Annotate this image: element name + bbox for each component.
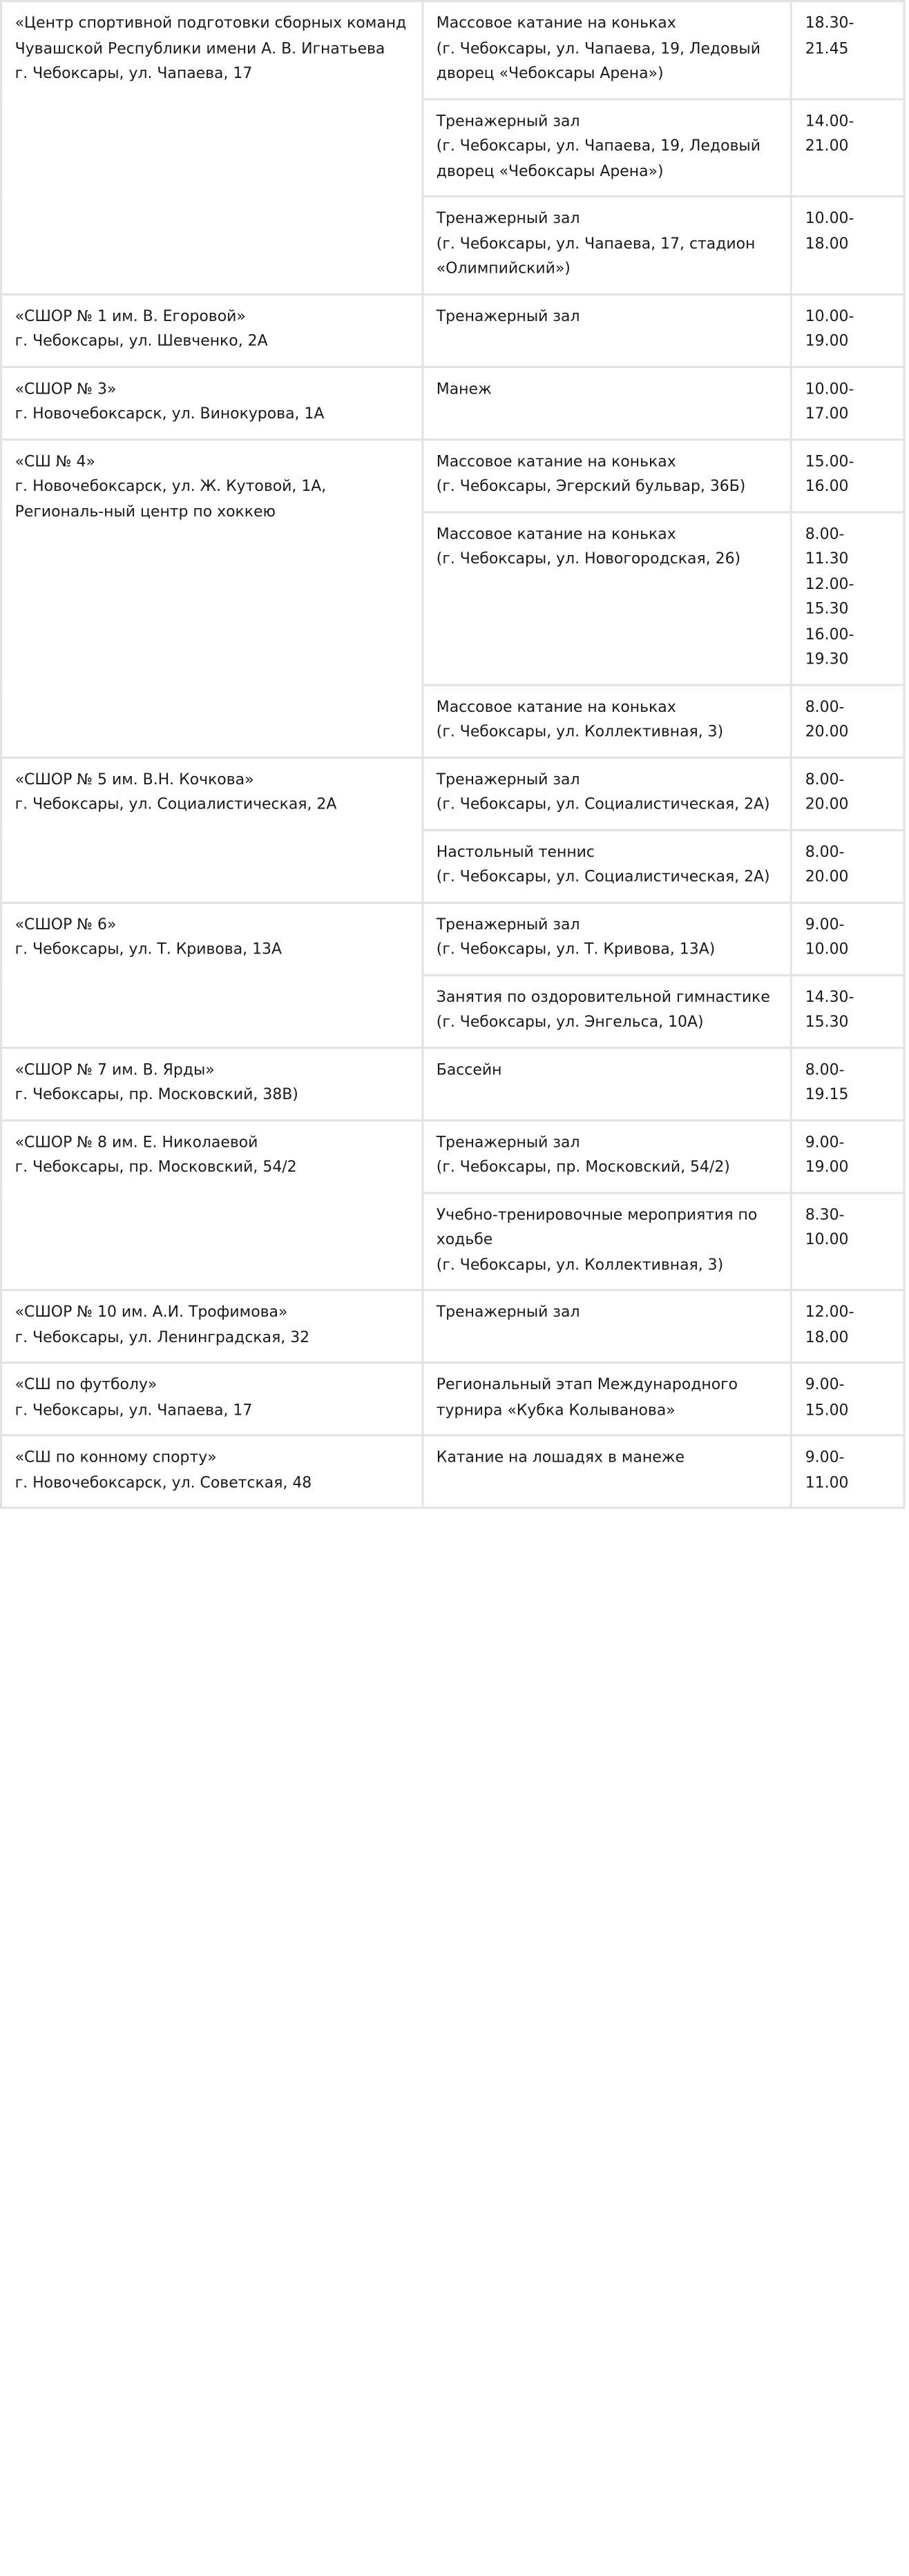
- time-cell: [792, 757, 904, 830]
- organization-cell: [1, 439, 423, 757]
- activity-location: (г. Чебоксары, пр. Московский, 54/2): [436, 1159, 730, 1176]
- activity-cell: [423, 1047, 792, 1120]
- time-value: 17.00: [805, 405, 849, 423]
- time-cell: [792, 975, 904, 1047]
- time-value: 10.00-: [805, 210, 854, 228]
- organization-address: г. Чебоксары, пр. Московский, 38В): [15, 1086, 298, 1104]
- time-cell: [792, 902, 904, 975]
- time-value: 8.00-: [805, 771, 845, 788]
- time-value: 15.00: [805, 1402, 849, 1419]
- activity-cell: [423, 1192, 792, 1290]
- table-row: [1, 1047, 904, 1120]
- time-value: 12.00-: [805, 1304, 854, 1321]
- table-row: [1, 294, 904, 367]
- organization-name: «СШОР № 10 им. А.И. Трофимова»: [15, 1304, 288, 1321]
- table-row: [1, 1290, 904, 1363]
- activity-name: Тренажерный зал: [436, 113, 580, 130]
- activity-cell: [423, 367, 792, 439]
- organization-address: г. Новочебоксарск, ул. Советская, 48: [15, 1474, 312, 1491]
- activity-name: Тренажерный зал: [436, 210, 580, 228]
- activity-cell: [423, 99, 792, 196]
- activity-name: Массовое катание на коньках: [436, 14, 676, 32]
- time-value: 19.00: [805, 333, 849, 350]
- activity-name: Бассейн: [436, 1061, 502, 1078]
- time-cell: [792, 1, 904, 99]
- activity-cell: [423, 1120, 792, 1192]
- activity-name: Массовое катание на коньках: [436, 698, 676, 716]
- activity-name: Тренажерный зал: [436, 916, 580, 933]
- activity-cell: [423, 512, 792, 684]
- organization-address: г. Чебоксары, ул. Чапаева, 17: [15, 1402, 253, 1419]
- time-value: 19.30: [805, 650, 849, 668]
- activity-name: Тренажерный зал: [436, 1304, 580, 1321]
- time-value: 21.00: [805, 137, 849, 155]
- organization-name: «СШОР № 6»: [15, 916, 117, 933]
- time-cell: [792, 1435, 904, 1508]
- time-value: 18.00: [805, 235, 849, 253]
- activity-name: Учебно-тренировочные мероприятия по ходьбе: [436, 1206, 763, 1249]
- time-cell: [792, 196, 904, 293]
- time-cell: [792, 367, 904, 439]
- activity-cell: [423, 439, 792, 512]
- table-row: [1, 757, 904, 830]
- time-value: 11.30: [805, 550, 849, 568]
- organization-name: «СШОР № 8 им. Е. Николаевой: [15, 1134, 258, 1151]
- organization-address: г. Чебоксары, ул. Шевченко, 2А: [15, 333, 268, 350]
- time-value: 8.30-: [805, 1206, 845, 1223]
- time-value: 16.00-: [805, 626, 854, 643]
- activity-location: (г. Чебоксары, ул. Чапаева, 19, Ледовый дворец «Чебоксары Арена»): [436, 39, 765, 83]
- time-value: 11.00: [805, 1474, 849, 1491]
- organization-cell: [1, 1047, 423, 1120]
- table-row: [1, 1120, 904, 1192]
- time-value: 15.30: [805, 1014, 849, 1031]
- activity-location: (г. Чебоксары, ул. Социалистическая, 2А): [436, 795, 770, 813]
- time-value: 8.00-: [805, 525, 845, 543]
- organization-cell: [1, 1, 423, 294]
- organization-address: г. Новочебоксарск, ул. Ж. Кутовой, 1А, Региональ-ный центр по хоккею: [15, 478, 332, 521]
- organization-name: «СШОР № 3»: [15, 380, 117, 398]
- organization-address: г. Чебоксары, ул. Чапаева, 17: [15, 65, 253, 83]
- activity-location: (г. Чебоксары, ул. Энгельса, 10А): [436, 1014, 704, 1031]
- time-value: 19.00: [805, 1159, 849, 1176]
- activity-name: Тренажерный зал: [436, 771, 580, 788]
- table-row: [1, 1363, 904, 1435]
- activity-name: Массовое катание на коньках: [436, 525, 676, 543]
- table-row: [1, 902, 904, 975]
- activity-location: (г. Чебоксары, ул. Чапаева, 17, стадион «Олимпийский»): [436, 235, 760, 278]
- time-value: 14.00-: [805, 113, 854, 130]
- table-row: [1, 367, 904, 439]
- time-value: 9.00-: [805, 1376, 845, 1394]
- activity-name: Тренажерный зал: [436, 307, 580, 325]
- time-value: 9.00-: [805, 1449, 845, 1466]
- organization-cell: [1, 1435, 423, 1508]
- activity-location: (г. Чебоксары, ул. Коллективная, 3): [436, 1256, 724, 1274]
- activity-cell: [423, 196, 792, 293]
- organization-address: г. Новочебоксарск, ул. Винокурова, 1А: [15, 405, 325, 423]
- organization-name: «СШ по футболу»: [15, 1376, 157, 1394]
- time-value: 8.00-: [805, 843, 845, 861]
- activity-name: Массовое катание на коньках: [436, 453, 676, 470]
- time-value: 9.00-: [805, 916, 845, 933]
- time-cell: [792, 99, 904, 196]
- activity-location: (г. Чебоксары, Эгерский бульвар, 36Б): [436, 478, 746, 496]
- table-row: [1, 1, 904, 99]
- activity-cell: [423, 684, 792, 757]
- time-value: 20.00: [805, 723, 849, 741]
- activity-cell: [423, 1363, 792, 1435]
- time-value: 8.00-: [805, 698, 845, 716]
- activity-name: Настольный теннис: [436, 843, 595, 861]
- organization-name: «СШОР № 1 им. В. Егоровой»: [15, 307, 246, 325]
- activity-name: Тренажерный зал: [436, 1134, 580, 1151]
- time-value: 14.30-: [805, 988, 854, 1006]
- organization-cell: [1, 1290, 423, 1363]
- time-value: 8.00-: [805, 1061, 845, 1078]
- activity-cell: [423, 902, 792, 975]
- table-row: [1, 439, 904, 512]
- time-cell: [792, 684, 904, 757]
- time-value: 10.00-: [805, 380, 854, 398]
- organization-name: «СШ по конному спорту»: [15, 1449, 217, 1466]
- activity-cell: [423, 1435, 792, 1508]
- time-cell: [792, 1290, 904, 1363]
- organization-cell: [1, 902, 423, 1047]
- activity-cell: [423, 1, 792, 99]
- activity-location: (г. Чебоксары, ул. Т. Кривова, 13А): [436, 941, 716, 958]
- activity-location: (г. Чебоксары, ул. Чапаева, 19, Ледовый дворец «Чебоксары Арена»): [436, 137, 765, 180]
- time-value: 10.00-: [805, 307, 854, 325]
- time-cell: [792, 830, 904, 902]
- organization-address: г. Чебоксары, пр. Московский, 54/2: [15, 1159, 297, 1176]
- activity-name: Манеж: [436, 380, 492, 398]
- time-value: 21.45: [805, 39, 849, 57]
- time-cell: [792, 1120, 904, 1192]
- activity-name: Катание на лошадях в манеже: [436, 1449, 685, 1466]
- time-value: 12.00-: [805, 575, 854, 593]
- time-value: 18.00: [805, 1328, 849, 1346]
- time-value: 20.00: [805, 795, 849, 813]
- activity-name: Региональный этап Международного турнира «Кубка Колыванова»: [436, 1376, 743, 1419]
- activity-cell: [423, 975, 792, 1047]
- activity-location: (г. Чебоксары, ул. Социалистическая, 2А): [436, 869, 770, 886]
- activity-cell: [423, 757, 792, 830]
- organization-cell: [1, 757, 423, 902]
- activity-location: (г. Чебоксары, ул. Коллективная, 3): [436, 723, 724, 741]
- activity-cell: [423, 1290, 792, 1363]
- activity-cell: [423, 830, 792, 902]
- organization-cell: [1, 367, 423, 439]
- organization-address: г. Чебоксары, ул. Т. Кривова, 13А: [15, 941, 283, 958]
- time-cell: [792, 1047, 904, 1120]
- time-value: 10.00: [805, 1231, 849, 1249]
- organization-cell: [1, 1120, 423, 1290]
- activity-cell: [423, 294, 792, 367]
- time-value: 15.30: [805, 601, 849, 618]
- organization-name: «Центр спортивной подготовки сборных команд Чувашской Республики имени А. В. Игнатьева: [15, 14, 412, 57]
- time-cell: [792, 1192, 904, 1290]
- time-cell: [792, 1363, 904, 1435]
- time-value: 20.00: [805, 869, 849, 886]
- schedule-table-body: [1, 1, 904, 1508]
- time-value: 10.00: [805, 941, 849, 958]
- time-value: 15.00-: [805, 453, 854, 470]
- organization-address: г. Чебоксары, ул. Ленинградская, 32: [15, 1328, 310, 1346]
- organization-cell: [1, 1363, 423, 1435]
- organization-cell: [1, 294, 423, 367]
- activity-location: (г. Чебоксары, ул. Новогородская, 26): [436, 550, 741, 568]
- time-cell: [792, 512, 904, 684]
- time-value: 18.30-: [805, 14, 854, 32]
- organization-name: «СШОР № 7 им. В. Ярды»: [15, 1061, 215, 1078]
- organization-name: «СШ № 4»: [15, 453, 95, 470]
- organization-address: г. Чебоксары, ул. Социалистическая, 2А: [15, 795, 337, 813]
- time-cell: [792, 294, 904, 367]
- time-value: 19.15: [805, 1086, 849, 1104]
- activity-name: Занятия по оздоровительной гимнастике: [436, 988, 770, 1006]
- time-value: 16.00: [805, 478, 849, 496]
- organization-name: «СШОР № 5 им. В.Н. Кочкова»: [15, 771, 254, 788]
- table-row: [1, 1435, 904, 1508]
- time-cell: [792, 439, 904, 512]
- time-value: 9.00-: [805, 1134, 845, 1151]
